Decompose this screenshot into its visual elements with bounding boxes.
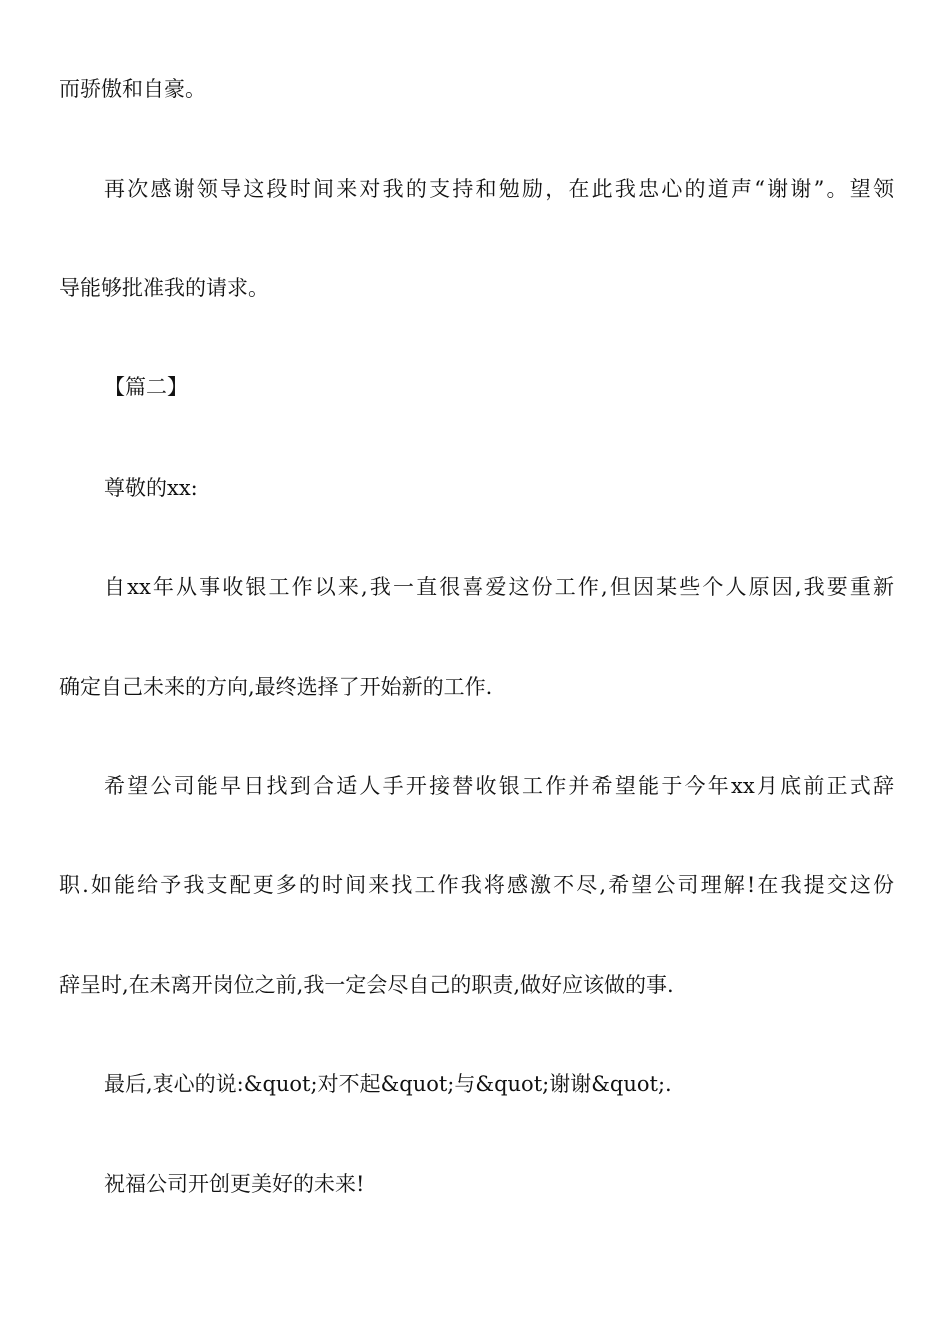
salutation: 尊敬的xx: <box>104 476 198 500</box>
paragraph-line: 最后,衷心的说:&quot;对不起&quot;与&quot;谢谢&quot;. <box>104 1072 672 1096</box>
paragraph-line: 而骄傲和自豪。 <box>59 77 206 101</box>
paragraph-line: 辞呈时,在未离开岗位之前,我一定会尽自己的职责,做好应该做的事. <box>59 973 674 997</box>
paragraph-line: 再次感谢领导这段时间来对我的支持和勉励，在此我忠心的道声“谢谢”。望领 <box>104 177 894 201</box>
paragraph-line: 导能够批准我的请求。 <box>59 276 269 300</box>
paragraph-line: 职.如能给予我支配更多的时间来找工作我将感激不尽,希望公司理解!在我提交这份 <box>59 873 894 897</box>
paragraph-line: 自xx年从事收银工作以来,我一直很喜爱这份工作,但因某些个人原因,我要重新 <box>104 575 894 599</box>
section-heading: 【篇二】 <box>104 375 188 399</box>
closing-line: 祝福公司开创更美好的未来! <box>104 1172 365 1196</box>
paragraph-line: 确定自己未来的方向,最终选择了开始新的工作. <box>59 675 493 699</box>
paragraph-line: 希望公司能早日找到合适人手开接替收银工作并希望能于今年xx月底前正式辞 <box>104 774 894 798</box>
